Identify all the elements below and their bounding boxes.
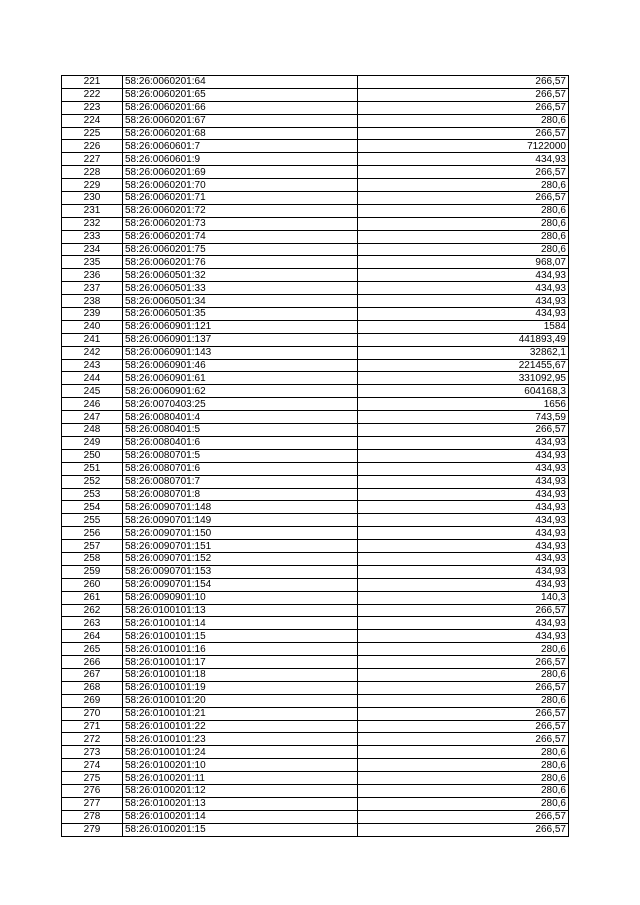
row-number: 244	[62, 372, 123, 385]
row-number: 264	[62, 630, 123, 643]
cadastral-table	[61, 75, 569, 837]
row-number: 223	[62, 101, 123, 114]
table-row	[62, 746, 569, 759]
cadastral-number: 58:26:0070403:25	[123, 398, 358, 411]
cadastral-number: 58:26:0100101:16	[123, 643, 358, 656]
table-row	[62, 630, 569, 643]
table-row	[62, 385, 569, 398]
table-row	[62, 179, 569, 192]
row-number: 260	[62, 578, 123, 591]
table-row	[62, 617, 569, 630]
table-row	[62, 256, 569, 269]
table-row	[62, 424, 569, 437]
row-value: 434,93	[358, 488, 569, 501]
row-number: 277	[62, 797, 123, 810]
row-value: 280,6	[358, 114, 569, 127]
row-value: 280,6	[358, 759, 569, 772]
row-number: 237	[62, 282, 123, 295]
row-value: 280,6	[358, 243, 569, 256]
row-number: 227	[62, 153, 123, 166]
table-row	[62, 772, 569, 785]
cadastral-number: 58:26:0060201:74	[123, 230, 358, 243]
cadastral-number: 58:26:0100201:12	[123, 784, 358, 797]
table-row	[62, 346, 569, 359]
table-row	[62, 462, 569, 475]
cadastral-number: 58:26:0100201:15	[123, 823, 358, 836]
row-number: 230	[62, 192, 123, 205]
row-number: 272	[62, 733, 123, 746]
row-value: 434,93	[358, 153, 569, 166]
table-row	[62, 643, 569, 656]
cadastral-number: 58:26:0080401:6	[123, 436, 358, 449]
row-value: 331092,95	[358, 372, 569, 385]
cadastral-number: 58:26:0090701:148	[123, 501, 358, 514]
row-value: 1584	[358, 320, 569, 333]
row-value: 604168,3	[358, 385, 569, 398]
row-value: 434,93	[358, 552, 569, 565]
row-value: 434,93	[358, 527, 569, 540]
table-row	[62, 488, 569, 501]
table-row	[62, 475, 569, 488]
table-row	[62, 784, 569, 797]
row-number: 233	[62, 230, 123, 243]
row-value: 266,57	[358, 681, 569, 694]
cadastral-number: 58:26:0060201:68	[123, 127, 358, 140]
row-number: 266	[62, 656, 123, 669]
cadastral-number: 58:26:0100201:13	[123, 797, 358, 810]
row-value: 140,3	[358, 591, 569, 604]
cadastral-number: 58:26:0080701:5	[123, 449, 358, 462]
cadastral-number: 58:26:0060601:7	[123, 140, 358, 153]
cadastral-number: 58:26:0100101:14	[123, 617, 358, 630]
row-number: 255	[62, 514, 123, 527]
cadastral-number: 58:26:0060501:34	[123, 295, 358, 308]
row-value: 221455,67	[358, 359, 569, 372]
row-value: 266,57	[358, 823, 569, 836]
row-value: 434,93	[358, 501, 569, 514]
table-row	[62, 127, 569, 140]
cadastral-number: 58:26:0100101:24	[123, 746, 358, 759]
row-value: 968,07	[358, 256, 569, 269]
table-row	[62, 308, 569, 321]
row-number: 253	[62, 488, 123, 501]
table-row	[62, 759, 569, 772]
table-row	[62, 372, 569, 385]
table-row	[62, 514, 569, 527]
cadastral-number: 58:26:0090701:153	[123, 565, 358, 578]
row-value: 434,93	[358, 540, 569, 553]
cadastral-number: 58:26:0060901:137	[123, 333, 358, 346]
table-row	[62, 166, 569, 179]
table-row	[62, 436, 569, 449]
cadastral-number: 58:26:0060901:121	[123, 320, 358, 333]
table-row	[62, 76, 569, 89]
cadastral-number: 58:26:0060901:61	[123, 372, 358, 385]
row-value: 7122000	[358, 140, 569, 153]
row-number: 273	[62, 746, 123, 759]
row-number: 222	[62, 88, 123, 101]
row-number: 245	[62, 385, 123, 398]
cadastral-number: 58:26:0060501:32	[123, 269, 358, 282]
row-number: 265	[62, 643, 123, 656]
table-row	[62, 540, 569, 553]
row-number: 279	[62, 823, 123, 836]
row-number: 267	[62, 668, 123, 681]
row-number: 240	[62, 320, 123, 333]
table-row	[62, 552, 569, 565]
row-number: 236	[62, 269, 123, 282]
table-row	[62, 101, 569, 114]
cadastral-number: 58:26:0100101:23	[123, 733, 358, 746]
row-value: 266,57	[358, 604, 569, 617]
row-number: 261	[62, 591, 123, 604]
row-number: 256	[62, 527, 123, 540]
row-value: 434,93	[358, 295, 569, 308]
row-value: 266,57	[358, 656, 569, 669]
row-value: 280,6	[358, 784, 569, 797]
table-row	[62, 230, 569, 243]
row-value: 280,6	[358, 797, 569, 810]
row-number: 275	[62, 772, 123, 785]
cadastral-number: 58:26:0100101:21	[123, 707, 358, 720]
row-number: 254	[62, 501, 123, 514]
cadastral-number: 58:26:0100101:22	[123, 720, 358, 733]
row-value: 280,6	[358, 772, 569, 785]
table-row	[62, 192, 569, 205]
table-row	[62, 720, 569, 733]
row-value: 266,57	[358, 192, 569, 205]
row-value: 434,93	[358, 617, 569, 630]
cadastral-number: 58:26:0090701:151	[123, 540, 358, 553]
row-value: 280,6	[358, 643, 569, 656]
cadastral-number: 58:26:0100101:17	[123, 656, 358, 669]
table-row	[62, 501, 569, 514]
row-number: 241	[62, 333, 123, 346]
cadastral-number: 58:26:0080701:7	[123, 475, 358, 488]
table-row	[62, 707, 569, 720]
table-row	[62, 449, 569, 462]
row-number: 221	[62, 76, 123, 89]
table-row	[62, 656, 569, 669]
cadastral-number: 58:26:0100101:13	[123, 604, 358, 617]
row-value: 434,93	[358, 282, 569, 295]
row-number: 269	[62, 694, 123, 707]
cadastral-number: 58:26:0100101:18	[123, 668, 358, 681]
table-row	[62, 694, 569, 707]
table-row	[62, 604, 569, 617]
table-row	[62, 204, 569, 217]
row-number: 257	[62, 540, 123, 553]
table-row	[62, 333, 569, 346]
row-number: 246	[62, 398, 123, 411]
row-number: 226	[62, 140, 123, 153]
cadastral-number: 58:26:0090901:10	[123, 591, 358, 604]
row-value: 280,6	[358, 230, 569, 243]
cadastral-number: 58:26:0060901:62	[123, 385, 358, 398]
cadastral-number: 58:26:0060201:72	[123, 204, 358, 217]
row-value: 266,57	[358, 707, 569, 720]
table-row	[62, 88, 569, 101]
table-row	[62, 823, 569, 836]
cadastral-number: 58:26:0060201:64	[123, 76, 358, 89]
row-number: 229	[62, 179, 123, 192]
table-row	[62, 797, 569, 810]
row-value: 266,57	[358, 733, 569, 746]
row-number: 251	[62, 462, 123, 475]
row-value: 434,93	[358, 269, 569, 282]
row-number: 238	[62, 295, 123, 308]
cadastral-number: 58:26:0100101:15	[123, 630, 358, 643]
table-row	[62, 320, 569, 333]
cadastral-number: 58:26:0060501:33	[123, 282, 358, 295]
cadastral-number: 58:26:0060201:70	[123, 179, 358, 192]
row-value: 266,57	[358, 76, 569, 89]
row-number: 268	[62, 681, 123, 694]
table-row	[62, 411, 569, 424]
row-value: 434,93	[358, 308, 569, 321]
table-row	[62, 810, 569, 823]
cadastral-number: 58:26:0080401:4	[123, 411, 358, 424]
row-value: 441893,49	[358, 333, 569, 346]
row-number: 250	[62, 449, 123, 462]
row-value: 266,57	[358, 424, 569, 437]
row-number: 276	[62, 784, 123, 797]
row-value: 434,93	[358, 449, 569, 462]
cadastral-number: 58:26:0060201:71	[123, 192, 358, 205]
row-value: 280,6	[358, 179, 569, 192]
row-number: 232	[62, 217, 123, 230]
row-value: 266,57	[358, 166, 569, 179]
row-value: 280,6	[358, 217, 569, 230]
row-value: 266,57	[358, 127, 569, 140]
row-number: 258	[62, 552, 123, 565]
row-value: 280,6	[358, 668, 569, 681]
row-number: 234	[62, 243, 123, 256]
cadastral-number: 58:26:0060601:9	[123, 153, 358, 166]
row-number: 248	[62, 424, 123, 437]
cadastral-number: 58:26:0090701:150	[123, 527, 358, 540]
table-row	[62, 398, 569, 411]
cadastral-number: 58:26:0060201:73	[123, 217, 358, 230]
row-value: 280,6	[358, 204, 569, 217]
cadastral-number: 58:26:0060201:67	[123, 114, 358, 127]
table-row	[62, 153, 569, 166]
cadastral-number: 58:26:0060201:69	[123, 166, 358, 179]
row-number: 270	[62, 707, 123, 720]
row-value: 434,93	[358, 514, 569, 527]
row-number: 231	[62, 204, 123, 217]
table-row	[62, 733, 569, 746]
cadastral-number: 58:26:0060201:75	[123, 243, 358, 256]
row-value: 434,93	[358, 436, 569, 449]
row-number: 242	[62, 346, 123, 359]
cadastral-number: 58:26:0060201:76	[123, 256, 358, 269]
cadastral-number: 58:26:0060901:46	[123, 359, 358, 372]
table-row	[62, 527, 569, 540]
cadastral-number: 58:26:0060201:66	[123, 101, 358, 114]
row-number: 263	[62, 617, 123, 630]
row-value: 280,6	[358, 694, 569, 707]
table-row	[62, 668, 569, 681]
row-value: 743,59	[358, 411, 569, 424]
row-number: 259	[62, 565, 123, 578]
row-number: 274	[62, 759, 123, 772]
table-row	[62, 359, 569, 372]
table-row	[62, 591, 569, 604]
row-number: 278	[62, 810, 123, 823]
table-row	[62, 269, 569, 282]
row-number: 243	[62, 359, 123, 372]
table-row	[62, 282, 569, 295]
row-value: 266,57	[358, 720, 569, 733]
cadastral-number: 58:26:0090701:154	[123, 578, 358, 591]
row-number: 225	[62, 127, 123, 140]
cadastral-number: 58:26:0080401:5	[123, 424, 358, 437]
row-value: 434,93	[358, 578, 569, 591]
row-value: 266,57	[358, 810, 569, 823]
cadastral-number: 58:26:0100201:10	[123, 759, 358, 772]
row-number: 224	[62, 114, 123, 127]
row-number: 239	[62, 308, 123, 321]
row-value: 1656	[358, 398, 569, 411]
row-number: 252	[62, 475, 123, 488]
table-row	[62, 114, 569, 127]
table-row	[62, 140, 569, 153]
cadastral-number: 58:26:0060201:65	[123, 88, 358, 101]
row-number: 249	[62, 436, 123, 449]
cadastral-number: 58:26:0090701:152	[123, 552, 358, 565]
cadastral-number: 58:26:0080701:6	[123, 462, 358, 475]
cadastral-number: 58:26:0060501:35	[123, 308, 358, 321]
cadastral-number: 58:26:0100201:14	[123, 810, 358, 823]
row-number: 271	[62, 720, 123, 733]
cadastral-number: 58:26:0100101:20	[123, 694, 358, 707]
table-body	[62, 76, 569, 837]
row-value: 434,93	[358, 630, 569, 643]
table-row	[62, 295, 569, 308]
row-number: 247	[62, 411, 123, 424]
cadastral-number: 58:26:0060901:143	[123, 346, 358, 359]
cadastral-number: 58:26:0100201:11	[123, 772, 358, 785]
cadastral-number: 58:26:0080701:8	[123, 488, 358, 501]
row-value: 266,57	[358, 88, 569, 101]
row-number: 228	[62, 166, 123, 179]
table-row	[62, 243, 569, 256]
row-value: 434,93	[358, 565, 569, 578]
row-value: 434,93	[358, 475, 569, 488]
table-row	[62, 681, 569, 694]
table-row	[62, 565, 569, 578]
row-value: 266,57	[358, 101, 569, 114]
cadastral-number: 58:26:0090701:149	[123, 514, 358, 527]
row-value: 280,6	[358, 746, 569, 759]
row-value: 32862,1	[358, 346, 569, 359]
table-row	[62, 217, 569, 230]
row-number: 235	[62, 256, 123, 269]
row-value: 434,93	[358, 462, 569, 475]
cadastral-number: 58:26:0100101:19	[123, 681, 358, 694]
table-row	[62, 578, 569, 591]
row-number: 262	[62, 604, 123, 617]
